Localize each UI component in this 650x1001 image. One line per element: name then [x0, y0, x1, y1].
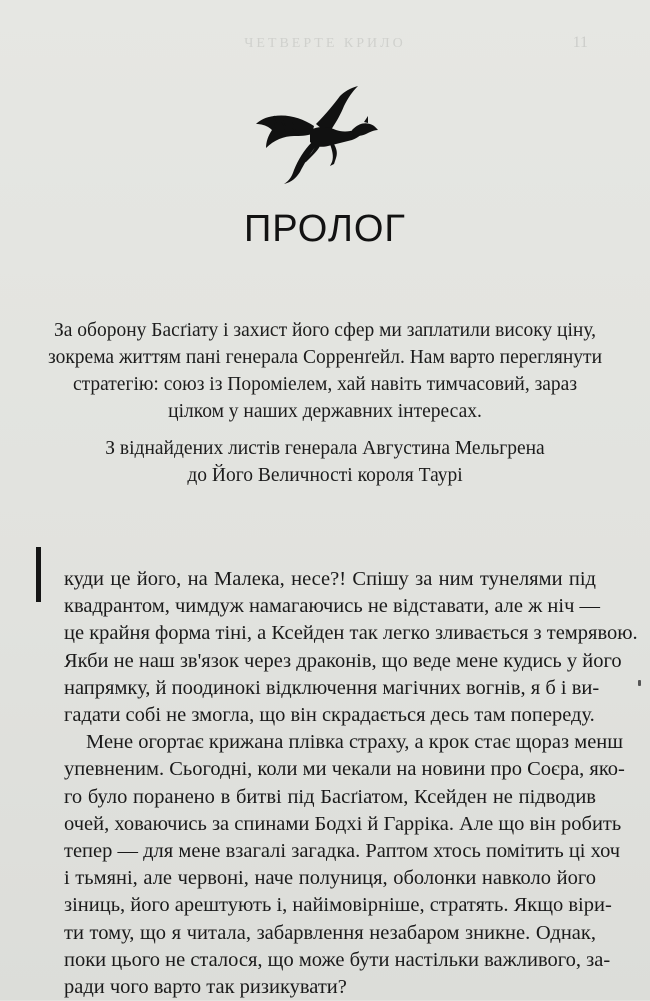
drop-cap-letter	[36, 547, 41, 602]
body-line: Мене огортає крижана плівка страху, а крок стає щораз менш	[86, 731, 624, 754]
epigraph-line: За оборону Басґіату і захист його сфер ми заплатили високу ціну,	[53, 320, 596, 341]
body-line: куди це його, на Малека, несе?! Спішу за ним тунелями під	[64, 568, 596, 590]
epigraph-source	[40, 435, 610, 489]
body-line: Якби не наш зв'язок через драконів, що веде мене кудись у його	[64, 649, 622, 672]
body-line: тепер — для мене взагалі загадка. Раптом хтось помітить ці хоч	[64, 840, 621, 863]
print-speck	[638, 680, 641, 686]
source-line: З віднайдених листів генерала Августина Мельгрена	[105, 438, 545, 459]
body-line: напрямку, й поодинокі відключення магічних вогнів, я б і ви-	[64, 676, 600, 699]
body-line: зіниць, його арештують і, найімовірніше, стратять. Якщо віри-	[64, 894, 612, 917]
body-line: упевненим. Сьогодні, коли ми чекали на новини про Соєра, яко-	[64, 758, 625, 781]
chapter-title: ПРОЛОГ	[243, 208, 407, 250]
body-text	[64, 566, 638, 1001]
body-line: го було поранено в битві під Басґіатом, Ксейден не підводив	[64, 785, 596, 808]
epigraph-line: зокрема життям пані генерала Сорренґейл. Нам варто переглянути	[47, 347, 603, 368]
bleed-through-page-number: 11	[572, 34, 588, 51]
epigraph	[40, 317, 610, 425]
body-line: ради чого варто так ризикувати?	[64, 976, 347, 999]
body-line: поки цього не сталося, що може бути настільки важливого, за-	[64, 948, 611, 971]
bleed-through-header: ЧЕТВЕРТЕ КРИЛО	[244, 36, 406, 51]
body-line: очей, ховаючись за спинами Бодхі й Гарріка. Але що він робить	[64, 812, 622, 835]
epigraph-line: стратегію: союз із Пороміелем, хай навіть тимчасовий, зараз	[72, 374, 578, 395]
body-line: квадрантом, чимдуж намагаючись не відставати, але ж ніч —	[64, 595, 601, 618]
source-line: до Його Величності короля Таурі	[187, 465, 463, 486]
body-line: це крайня форма тіні, а Ксейден так легко зливається з темрявою.	[64, 622, 638, 645]
body-line: ти тому, що я читала, забарвлення незабаром зникне. Однак,	[64, 921, 596, 944]
body-line: гадати собі не змогла, що він скрадається десь там попереду.	[64, 704, 595, 727]
body-line: і тьмяні, але червоні, наче полуниця, оболонки навколо його	[64, 867, 596, 890]
dragon-icon	[254, 86, 378, 186]
epigraph-line: цілком у наших державних інтересах.	[168, 401, 482, 422]
